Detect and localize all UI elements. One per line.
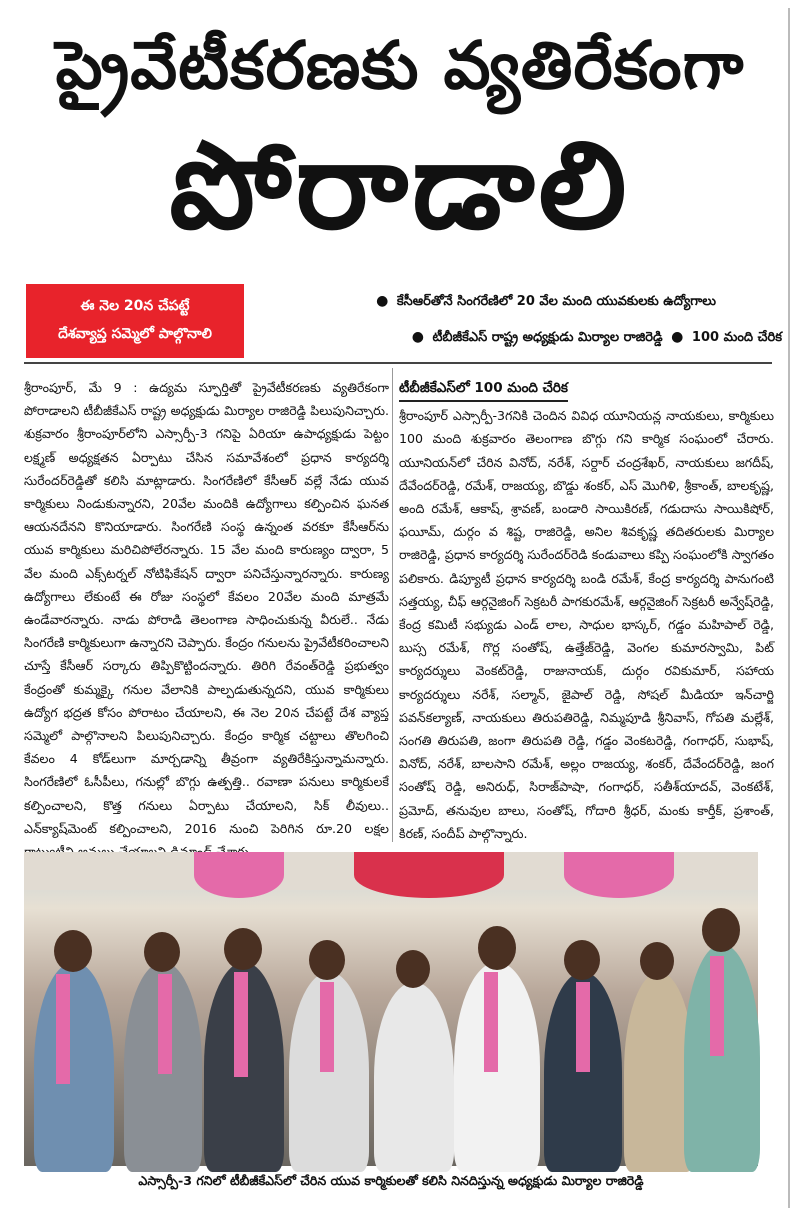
person-head: [702, 908, 740, 952]
right-body-text: శ్రీరాంపూర్‌ ఎస్సార్పీ-3గనికి చెందిన వివిధ యూనియన్ల నాయకులు, కార్మికులు 100 మంది శుక్రవారం తెలంగాణ బొగ్గు గని కార్మిక సంఘంలో చేరారు. యూనియన్‌లో చేరిన వినోద్‌, నరేశ్‌, సర్దార్‌ చంద్రశేఖర్‌, నాయకులు జగదీష్‌, దేవేందర్‌రెడ్డి, రమేశ్‌, రాజయ్య, బొడ్డు శంకర్‌, ఎస్‌ మొగిళి, శ్రీకాంత్‌, బాలకృష్ణ, అంది రమేశ్‌, ఆకాష్‌, శ్రావణ్‌, బండారి సాయికిరణ్‌, గడుదాసు సాయికిషోర్‌, ఫయీమ్‌, దుర్గం వ శిష్ట, రాజిరెడ్డి, అనిల శివకృష్ణ తదితరులకు మిర్యాల రాజిరెడ్డి, ప్రధాన కార్యదర్శి సురేందర్‌రెడి కండువాలు కప్పి సంఘంలోకి స్వాగతం పలికారు. డిప్యూటీ ప్రధాన కార్యదర్శి బండి రమేశ్‌, కేంద్ర కార్యదర్శి పానుగంటి సత్తయ్య, చీఫ్‌ ఆర్గనైజింగ్‌ సెక్రటరీ పాగకురమేశ్‌, ఆర్గనైజింగ్‌ సెక్రటరీ అన్వేష్‌రెడ్డి, కేంద్ర కమిటీ సభ్యుడు ఎండ్‌ లాల, సాధుల భాస్కర్‌, గడ్డం మహిపాల్‌ రెడ్డి, బుస్స రమేశ్‌, గొర్ల సంతోష్‌, ఉత్తేజ్‌రెడ్డి, వెంగల కుమారస్వామి, పిట్‌ కార్యదర్శులు వెంకట్‌రెడ్డి, రాజునాయక్‌, దుర్గం రవికుమార్‌, సహాయ కార్యదర్శులు నరేశ్‌, సల్మాన్‌, జైపాల్‌ రెడ్డి, సోషల్‌ మీడియా ఇన్‌చార్జి పవన్‌కల్యాణ్‌, నాయకులు తిరుపతిరెడ్డి, నిమ్మపూడి శ్రీనివాస్‌, గోపతి మల్లేశ్‌, సంగతి తిరుపతి, జంగా తిరుపతి రెడ్డి, గడ్డం వెంకటరెడ్డి, గంగాధర్‌, సుభాష్‌, వినోద్‌, నరేశ్‌, బాలసాని రమేశ్‌, అల్లం రాజయ్య, శంకర్‌, దేవేందర్‌రెడ్డి, జంగ సంతోష్‌ రెడ్డి, అనిరుధ్‌, సిరాజ్‌పాషా, గంగాధర్‌, సతీశ్‌యాదవ్‌, వెంకటేశ్‌, ప్రమోద్‌, తనువుల బాలు, సంతోష్‌, గోదారి శ్రీధర్‌, మంకు కార్తీక్‌, ప్రశాంత్‌, కిరణ్‌, సందీప్‌ పాల్గొన్నారు.: [399, 408, 774, 841]
page-border: [788, 8, 790, 1208]
pink-scarf: [158, 974, 172, 1074]
bullet-points: [292, 286, 782, 358]
pink-scarf: [484, 972, 498, 1072]
person-head: [564, 940, 600, 980]
pink-scarf: [576, 982, 590, 1072]
right-subheading: టీబీజీకేఎస్‌లో 100 మంది చేరిక: [399, 377, 568, 402]
person: [34, 962, 114, 1172]
person-head: [54, 930, 92, 972]
person-head: [640, 942, 674, 980]
photo-caption: ఎస్సార్పీ-3 గనిలో టీబీజీకేఎస్‌లో చేరిన యువ కార్మికులతో కలిసి నినదిస్తున్న అధ్యక్షుడు మిర్యాల రాజిరెడ్డి: [138, 1173, 644, 1188]
red-box-line-2: దేశవ్యాప్త సమ్మెలో పాల్గొనాలి: [58, 326, 212, 342]
pink-scarf: [320, 982, 334, 1072]
person-head: [144, 932, 180, 972]
bullet-dot-icon: ●: [376, 293, 389, 309]
person-head: [309, 940, 345, 980]
decor-flag: [564, 852, 674, 898]
bullet-dot-icon: ●: [671, 329, 684, 345]
pink-scarf: [56, 974, 70, 1084]
decor-flag: [354, 852, 504, 898]
person: [374, 982, 454, 1172]
bullet-text: కేసీఆర్‌తోనే సింగరేణిలో 20 వేల మంది యువకులకు ఉద్యోగాలు: [396, 294, 716, 309]
red-highlight-box: [26, 284, 244, 358]
red-box-line-1: ఈ నెల 20న చేపట్టే: [80, 298, 190, 314]
headline-line-1: ప్రైవేటీకరణకు వ్యతిరేకంగా: [55, 27, 745, 104]
column-divider: [392, 368, 393, 842]
bullet-dot-icon: ●: [411, 329, 424, 345]
group-photo: [24, 852, 758, 1166]
bullet-line-2: [292, 322, 782, 358]
person-head: [396, 950, 430, 988]
pink-scarf: [710, 956, 724, 1056]
divider: [24, 362, 772, 364]
bullet-text: 100 మంది చేరిక: [691, 330, 782, 345]
bullet-line-1: [292, 286, 782, 322]
headline-line-2: పోరాడాలి: [169, 117, 631, 256]
article-left-column: శ్రీరాంపూర్‌, మే 9 : ఉద్యమ స్ఫూర్తితో ప్రైవేటీకరణకు వ్యతిరేకంగా పోరాడాలని టీబీజీకేఎస్‌ రాష్ట్ర అధ్యక్షుడు మిర్యాల రాజిరెడ్డి పిలుపునిచ్చారు. శుక్రవారం శ్రీరాంపూర్‌లోని ఎస్సార్పీ-3 గనిపై ఏరియా ఉపాధ్యక్షుడు పెట్టం లక్ష్మణ్‌ అధ్యక్షతన ఏర్పాటు చేసిన సమావేశంలో ప్రధాన కార్యదర్శి సురేందర్‌రెడ్డితో కలిసి మాట్లాడారు. సింగరేణిలో కేసీఆర్‌ వల్లే నేడు యువ కార్మికులు నిండుకున్నారని, 20వేల మందికి ఉద్యోగాలు కల్పించిన ఘనత ఆయనదేనని కొనియాడారు. సింగరేణి సంస్థ ఉన్నంత వరకూ కేసీఆర్‌ను యువ కార్మికులు మరిచిపోలేరన్నారు. 15 వేల మంది కారుణ్యం ద్వారా, 5 వేల మంది ఎక్స్‌టర్నల్‌ నోటిఫికేషన్‌ ద్వారా పనిచేస్తున్నారన్నారు. కారుణ్య ఉద్యోగాలు లేకుంటే ఈ రోజు సంస్థలో కేవలం 20వేల మంది మాత్రమే ఉండేవారన్నారు. నాడు పోరాడి తెలంగాణ సాధించుకున్న వీరులే.. నేడు సింగరేణి కార్మికులుగా ఉన్నారని చెప్పారు. కేంద్రం గనులను ప్రైవేటీకరించాలని చూస్తే కేసీఆర్‌ సర్కారు తిప్పికొట్టిందన్నారు. తిరిగి రేవంత్‌రెడ్డి ప్రభుత్వం కేంద్రంతో కుమ్మక్కై గనుల వేలానికి పాల్పడుతున్నదని, యువ కార్మికులు ఉద్యోగ భద్రత కోసం పోరాటం చేయాలని, ఈ నెల 20న చేపట్టే దేశ వ్యాప్త సమ్మెలో పాల్గొనాలని పిలుపునిచ్చారు. కేంద్రం కార్మిక చట్టాలు తొలగించి కేవలం 4 కోడ్‌లుగా మార్చడాన్ని తీవ్రంగా వ్యతిరేకిస్తున్నామన్నారు. సింగరేణిలో ఓసీపీలు, గనుల్లో బొగ్గు ఉత్పత్తి.. రవాణా పనులు కార్మికులకే కల్పించాలని, కొత్త గనులు ఏర్పాటు చేయాలని, సిక్‌ లీవులు.. ఎన్‌క్యాష్‌మెంట్‌ కల్పించాలని, 2016 నుంచి పెరిగిన రూ.20 లక్షల: [24, 380, 389, 836]
article-right-column: [399, 376, 774, 842]
person-head: [478, 926, 516, 970]
pink-scarf: [234, 972, 248, 1077]
decor-flag: [194, 852, 284, 898]
person-head: [224, 928, 262, 970]
bullet-text: టీబీజీకేఎస్‌ రాష్ట్ర అధ్యక్షుడు మిర్యాల రాజిరెడ్డి: [432, 330, 663, 345]
